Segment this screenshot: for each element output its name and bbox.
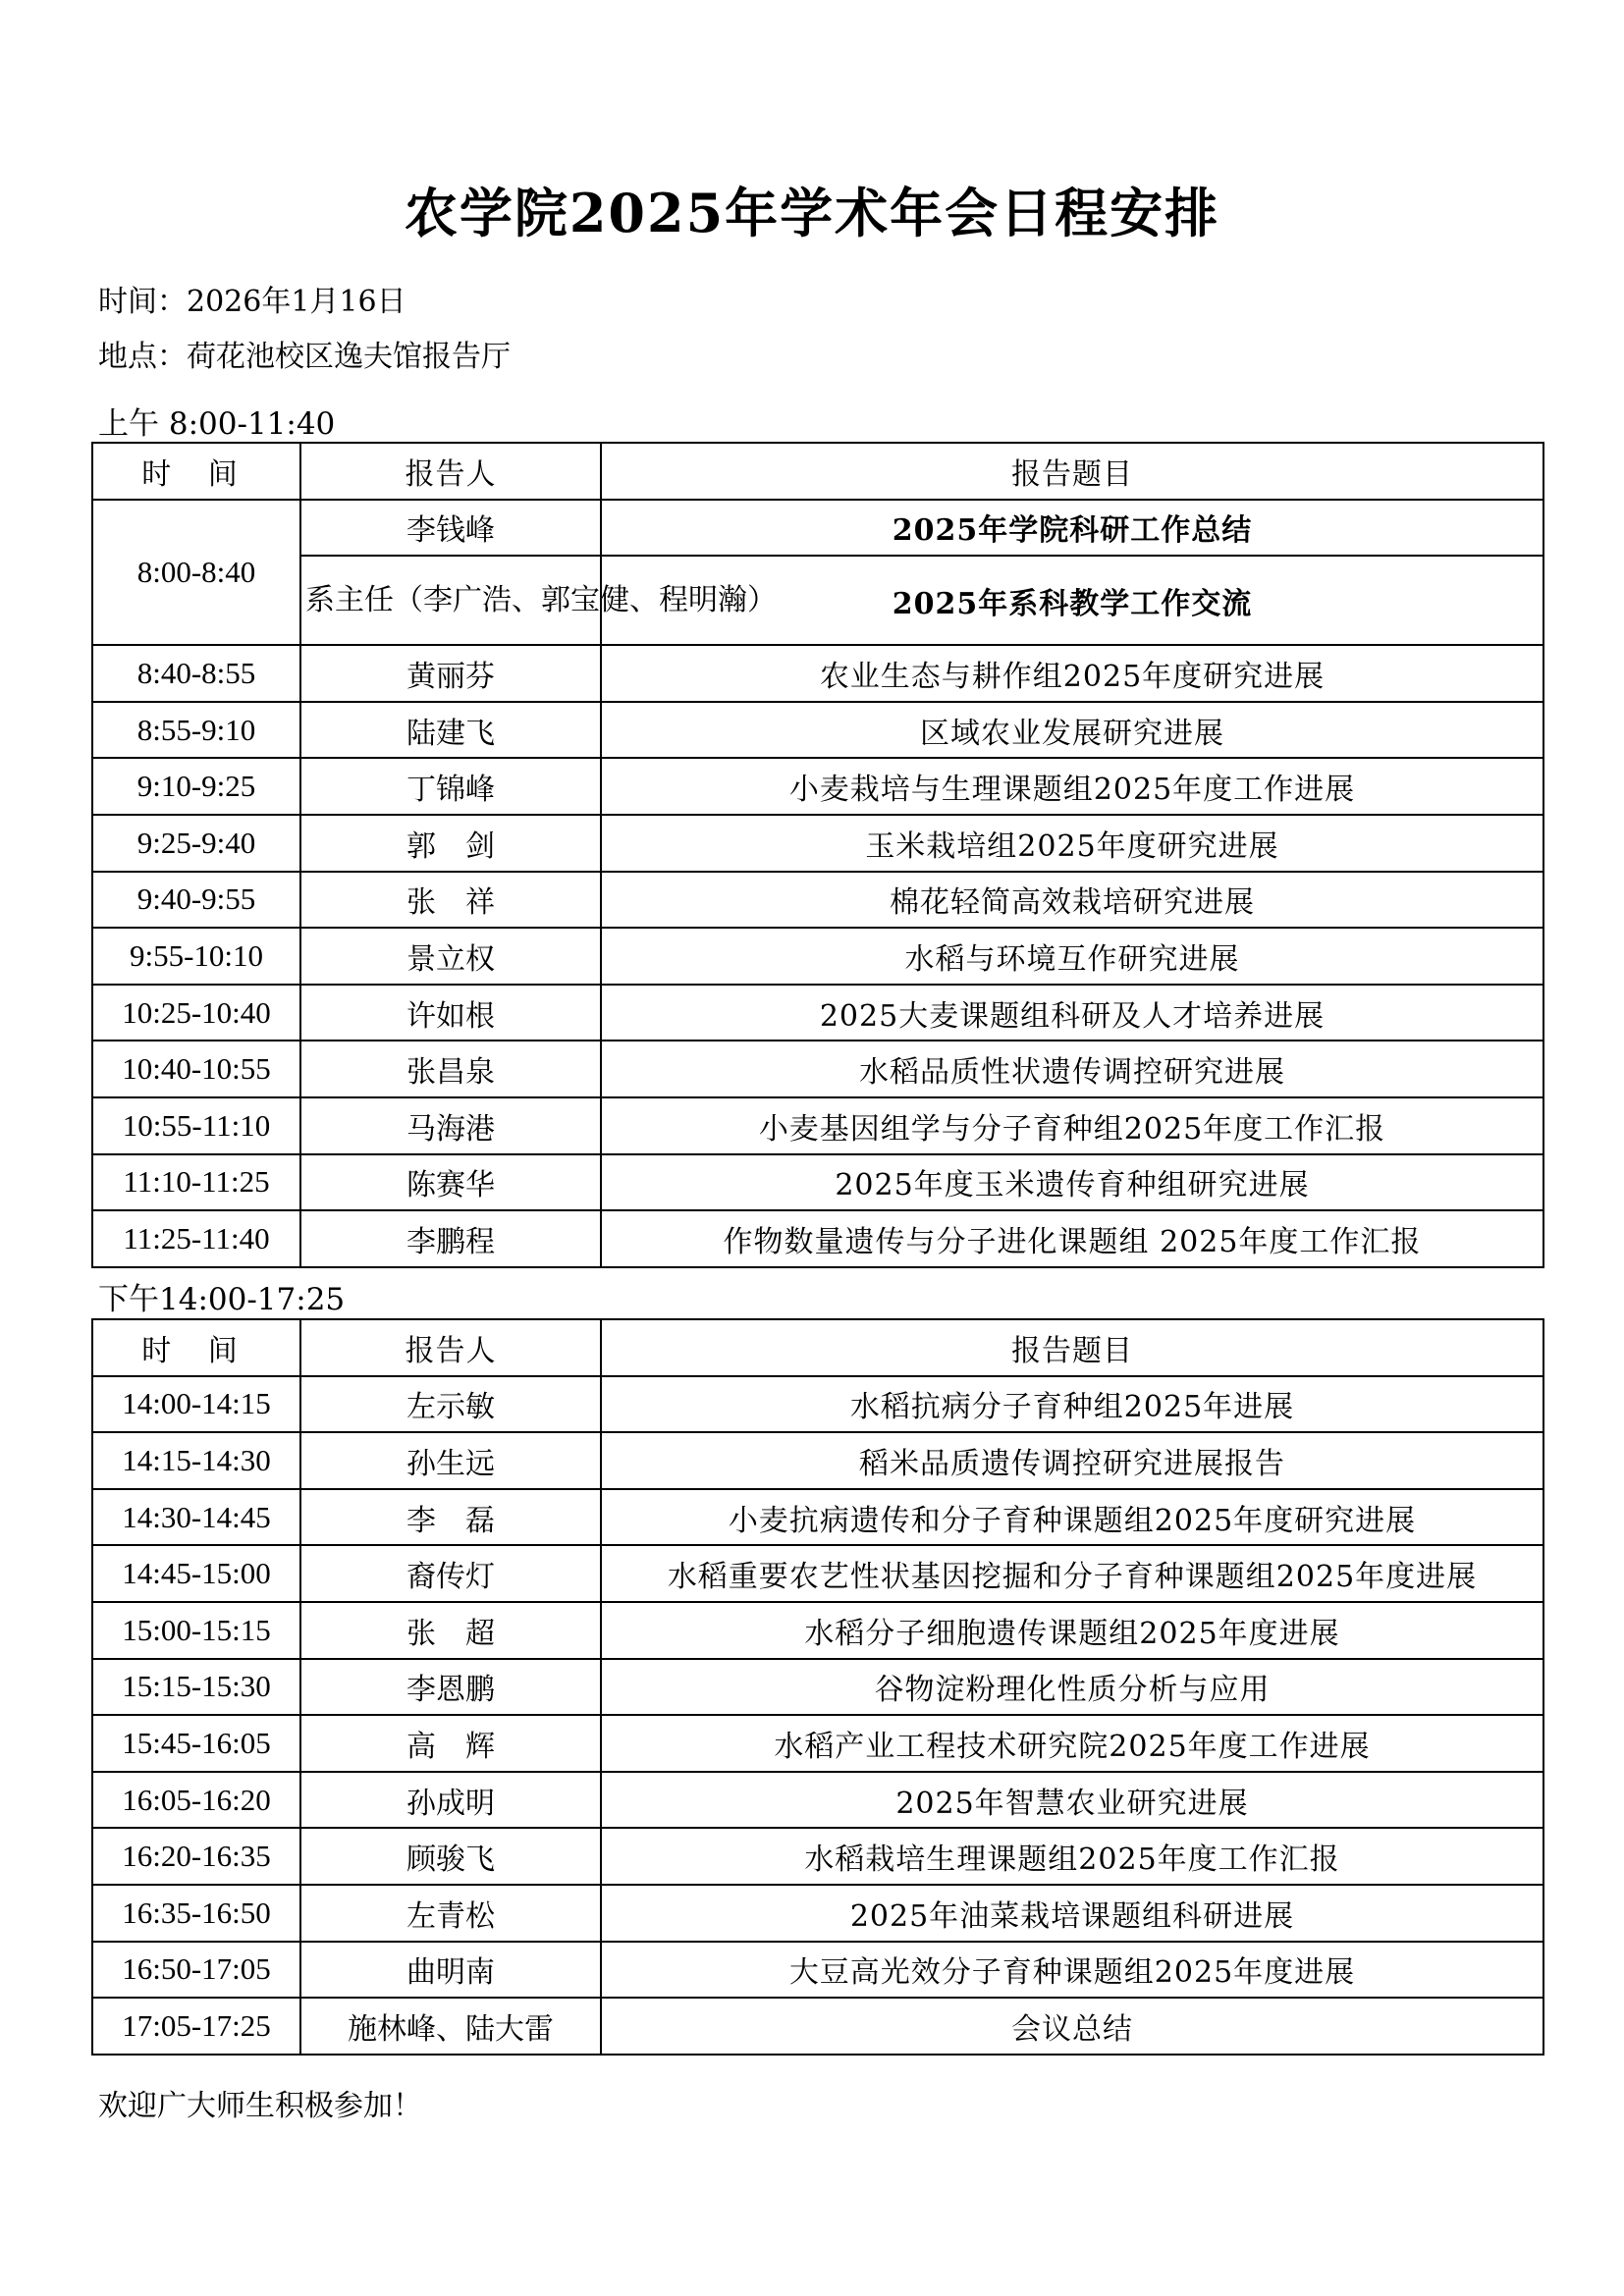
table-row	[92, 500, 1543, 557]
speaker-cell: 李钱峰	[300, 500, 601, 557]
header-topic: 报告题目	[601, 443, 1543, 500]
topic-cell: 水稻重要农艺性状基因挖掘和分子育种课题组2025年度进展	[601, 1545, 1543, 1602]
header-topic: 报告题目	[601, 1319, 1543, 1376]
topic-cell: 2025年系科教学工作交流	[601, 556, 1543, 645]
speaker-cell: 张 祥	[300, 872, 601, 929]
speaker-cell: 郭 剑	[300, 815, 601, 872]
table-row	[92, 1545, 1543, 1602]
speaker-cell: 孙生远	[300, 1432, 601, 1489]
speaker-cell: 施林峰、陆大雷	[300, 1998, 601, 2055]
topic-cell: 小麦栽培与生理课题组2025年度工作进展	[601, 758, 1543, 815]
speaker-cell: 孙成明	[300, 1772, 601, 1829]
speaker-cell: 张 超	[300, 1602, 601, 1659]
speaker-cell: 李鹏程	[300, 1210, 601, 1267]
table-row	[92, 556, 1543, 645]
speaker-cell: 李恩鹏	[300, 1659, 601, 1716]
speaker-cell: 黄丽芬	[300, 645, 601, 702]
topic-cell: 2025年油菜栽培课题组科研进展	[601, 1885, 1543, 1942]
speaker-cell: 马海港	[300, 1097, 601, 1154]
time-cell: 16:20-16:35	[92, 1828, 300, 1885]
table-row	[92, 1432, 1543, 1489]
time-cell: 11:10-11:25	[92, 1154, 300, 1211]
time-cell: 17:05-17:25	[92, 1998, 300, 2055]
topic-cell: 大豆高光效分子育种课题组2025年度进展	[601, 1942, 1543, 1999]
time-cell: 15:15-15:30	[92, 1659, 300, 1716]
speaker-cell: 丁锦峰	[300, 758, 601, 815]
table-row	[92, 1210, 1543, 1267]
table-row	[92, 1659, 1543, 1716]
time-cell: 16:05-16:20	[92, 1772, 300, 1829]
speaker-cell: 曲明南	[300, 1942, 601, 1999]
time-cell: 14:00-14:15	[92, 1376, 300, 1433]
topic-cell: 农业生态与耕作组2025年度研究进展	[601, 645, 1543, 702]
header-speaker: 报告人	[300, 1319, 601, 1376]
topic-cell: 小麦抗病遗传和分子育种课题组2025年度研究进展	[601, 1489, 1543, 1546]
meeting-date: 时间：2026年1月16日	[98, 285, 406, 319]
speaker-cell: 裔传灯	[300, 1545, 601, 1602]
table-row	[92, 1376, 1543, 1433]
topic-cell: 水稻分子细胞遗传课题组2025年度进展	[601, 1602, 1543, 1659]
topic-cell: 小麦基因组学与分子育种组2025年度工作汇报	[601, 1097, 1543, 1154]
table-row	[92, 1998, 1543, 2055]
table-row	[92, 1602, 1543, 1659]
time-cell: 11:25-11:40	[92, 1210, 300, 1267]
topic-cell: 棉花轻简高效栽培研究进展	[601, 872, 1543, 929]
header-time: 时 间	[92, 1319, 300, 1376]
meeting-location: 地点：荷花池校区逸夫馆报告厅	[98, 340, 511, 374]
morning-session-label: 上午 8:00-11:40	[98, 406, 336, 442]
table-row	[92, 1772, 1543, 1829]
speaker-cell: 系主任（李广浩、郭宝健、程明瀚）	[300, 556, 601, 645]
time-cell: 14:45-15:00	[92, 1545, 300, 1602]
closing-note: 欢迎广大师生积极参加！	[98, 2089, 422, 2123]
table-header-row	[92, 1319, 1543, 1376]
time-cell: 15:45-16:05	[92, 1715, 300, 1772]
table-row	[92, 758, 1543, 815]
time-cell: 9:40-9:55	[92, 872, 300, 929]
table-row	[92, 1489, 1543, 1546]
time-cell: 16:50-17:05	[92, 1942, 300, 1999]
speaker-cell: 李 磊	[300, 1489, 601, 1546]
time-cell: 8:55-9:10	[92, 702, 300, 759]
table-row	[92, 872, 1543, 929]
table-row	[92, 985, 1543, 1041]
time-cell: 9:25-9:40	[92, 815, 300, 872]
document-title: 农学院2025年学术年会日程安排	[404, 182, 1220, 244]
speaker-cell: 许如根	[300, 985, 601, 1041]
topic-cell: 水稻栽培生理课题组2025年度工作汇报	[601, 1828, 1543, 1885]
time-cell: 14:15-14:30	[92, 1432, 300, 1489]
topic-cell: 区域农业发展研究进展	[601, 702, 1543, 759]
table-row	[92, 1942, 1543, 1999]
time-cell: 15:00-15:15	[92, 1602, 300, 1659]
topic-cell: 稻米品质遗传调控研究进展报告	[601, 1432, 1543, 1489]
header-time: 时 间	[92, 443, 300, 500]
morning-schedule-table	[91, 442, 1544, 1268]
table-header-row	[92, 443, 1543, 500]
topic-cell: 会议总结	[601, 1998, 1543, 2055]
table-row	[92, 1154, 1543, 1211]
topic-cell: 水稻产业工程技术研究院2025年度工作进展	[601, 1715, 1543, 1772]
time-cell: 8:40-8:55	[92, 645, 300, 702]
speaker-cell: 陆建飞	[300, 702, 601, 759]
table-row	[92, 1885, 1543, 1942]
topic-cell: 作物数量遗传与分子进化课题组 2025年度工作汇报	[601, 1210, 1543, 1267]
time-cell: 10:40-10:55	[92, 1041, 300, 1097]
table-row	[92, 928, 1543, 985]
topic-cell: 2025大麦课题组科研及人才培养进展	[601, 985, 1543, 1041]
topic-cell: 玉米栽培组2025年度研究进展	[601, 815, 1543, 872]
topic-cell: 水稻与环境互作研究进展	[601, 928, 1543, 985]
time-cell: 8:00-8:40	[92, 500, 300, 646]
topic-cell: 谷物淀粉理化性质分析与应用	[601, 1659, 1543, 1716]
speaker-cell: 陈赛华	[300, 1154, 601, 1211]
speaker-cell: 张昌泉	[300, 1041, 601, 1097]
table-row	[92, 1715, 1543, 1772]
table-row	[92, 1041, 1543, 1097]
topic-cell: 水稻品质性状遗传调控研究进展	[601, 1041, 1543, 1097]
time-cell: 9:55-10:10	[92, 928, 300, 985]
time-cell: 16:35-16:50	[92, 1885, 300, 1942]
table-row	[92, 702, 1543, 759]
topic-cell: 水稻抗病分子育种组2025年进展	[601, 1376, 1543, 1433]
topic-cell: 2025年智慧农业研究进展	[601, 1772, 1543, 1829]
header-speaker: 报告人	[300, 443, 601, 500]
time-cell: 10:25-10:40	[92, 985, 300, 1041]
time-cell: 10:55-11:10	[92, 1097, 300, 1154]
table-row	[92, 1828, 1543, 1885]
speaker-cell: 顾骏飞	[300, 1828, 601, 1885]
afternoon-session-label: 下午14:00-17:25	[98, 1282, 346, 1317]
table-row	[92, 815, 1543, 872]
speaker-cell: 高 辉	[300, 1715, 601, 1772]
speaker-cell: 左青松	[300, 1885, 601, 1942]
time-cell: 9:10-9:25	[92, 758, 300, 815]
speaker-cell: 景立权	[300, 928, 601, 985]
speaker-cell: 左示敏	[300, 1376, 601, 1433]
afternoon-schedule-table	[91, 1318, 1544, 2056]
topic-cell: 2025年度玉米遗传育种组研究进展	[601, 1154, 1543, 1211]
table-row	[92, 1097, 1543, 1154]
time-cell: 14:30-14:45	[92, 1489, 300, 1546]
table-row	[92, 645, 1543, 702]
topic-cell: 2025年学院科研工作总结	[601, 500, 1543, 557]
